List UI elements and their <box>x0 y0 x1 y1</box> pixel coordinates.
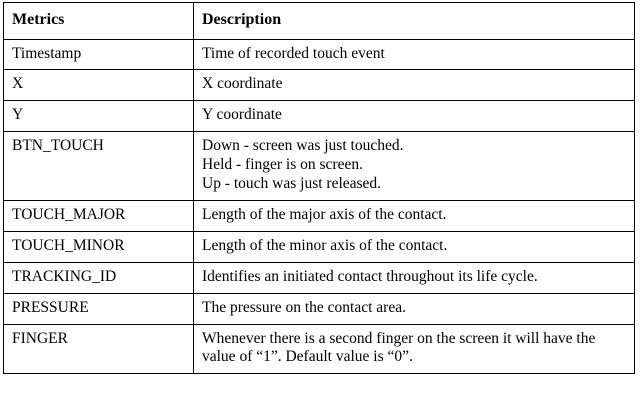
cell-description <box>194 101 635 132</box>
description-line: Length of the minor axis of the contact. <box>202 236 448 254</box>
cell-description <box>194 231 635 262</box>
description-line: Up - touch was just released. <box>202 175 382 193</box>
table-row <box>4 39 635 70</box>
cell-description <box>194 293 635 324</box>
cell-metric: TOUCH_MAJOR <box>4 200 194 231</box>
table-row <box>4 132 635 201</box>
cell-metric: Timestamp <box>4 39 194 70</box>
table-row <box>4 324 635 374</box>
table-row <box>4 262 635 293</box>
cell-metric: TOUCH_MINOR <box>4 231 194 262</box>
cell-metric: Y <box>4 101 194 132</box>
table-body <box>4 39 635 374</box>
table-header <box>4 3 635 40</box>
document-page <box>0 2 640 419</box>
metrics-table <box>3 2 635 374</box>
cell-description <box>194 262 635 293</box>
table-row <box>4 70 635 101</box>
cell-metric: TRACKING_ID <box>4 262 194 293</box>
cell-description <box>194 132 635 201</box>
cell-metric: PRESSURE <box>4 293 194 324</box>
description-line: The pressure on the contact area. <box>202 298 406 316</box>
cell-description <box>194 70 635 101</box>
description-line: Y coordinate <box>202 106 282 124</box>
cell-metric: BTN_TOUCH <box>4 132 194 201</box>
description-line: Down - screen was just touched. <box>202 137 404 155</box>
cell-metric: FINGER <box>4 324 194 374</box>
table-row <box>4 101 635 132</box>
cell-description <box>194 39 635 70</box>
description-line: X coordinate <box>202 75 283 93</box>
column-header-metrics: Metrics <box>4 3 194 40</box>
cell-description <box>194 200 635 231</box>
table-row <box>4 293 635 324</box>
description-line: Whenever there is a second finger on the screen it will have the value of “1”. Default value is “0”. <box>202 329 600 366</box>
table-row <box>4 231 635 262</box>
column-header-description: Description <box>194 3 635 40</box>
description-line: Identifies an initiated contact throughout its life cycle. <box>202 267 538 285</box>
cell-metric: X <box>4 70 194 101</box>
description-line: Held - finger is on screen. <box>202 156 363 174</box>
table-header-row <box>4 3 635 40</box>
cell-description <box>194 324 635 374</box>
table-row <box>4 200 635 231</box>
description-line: Time of recorded touch event <box>202 44 385 62</box>
description-line: Length of the major axis of the contact. <box>202 205 447 223</box>
